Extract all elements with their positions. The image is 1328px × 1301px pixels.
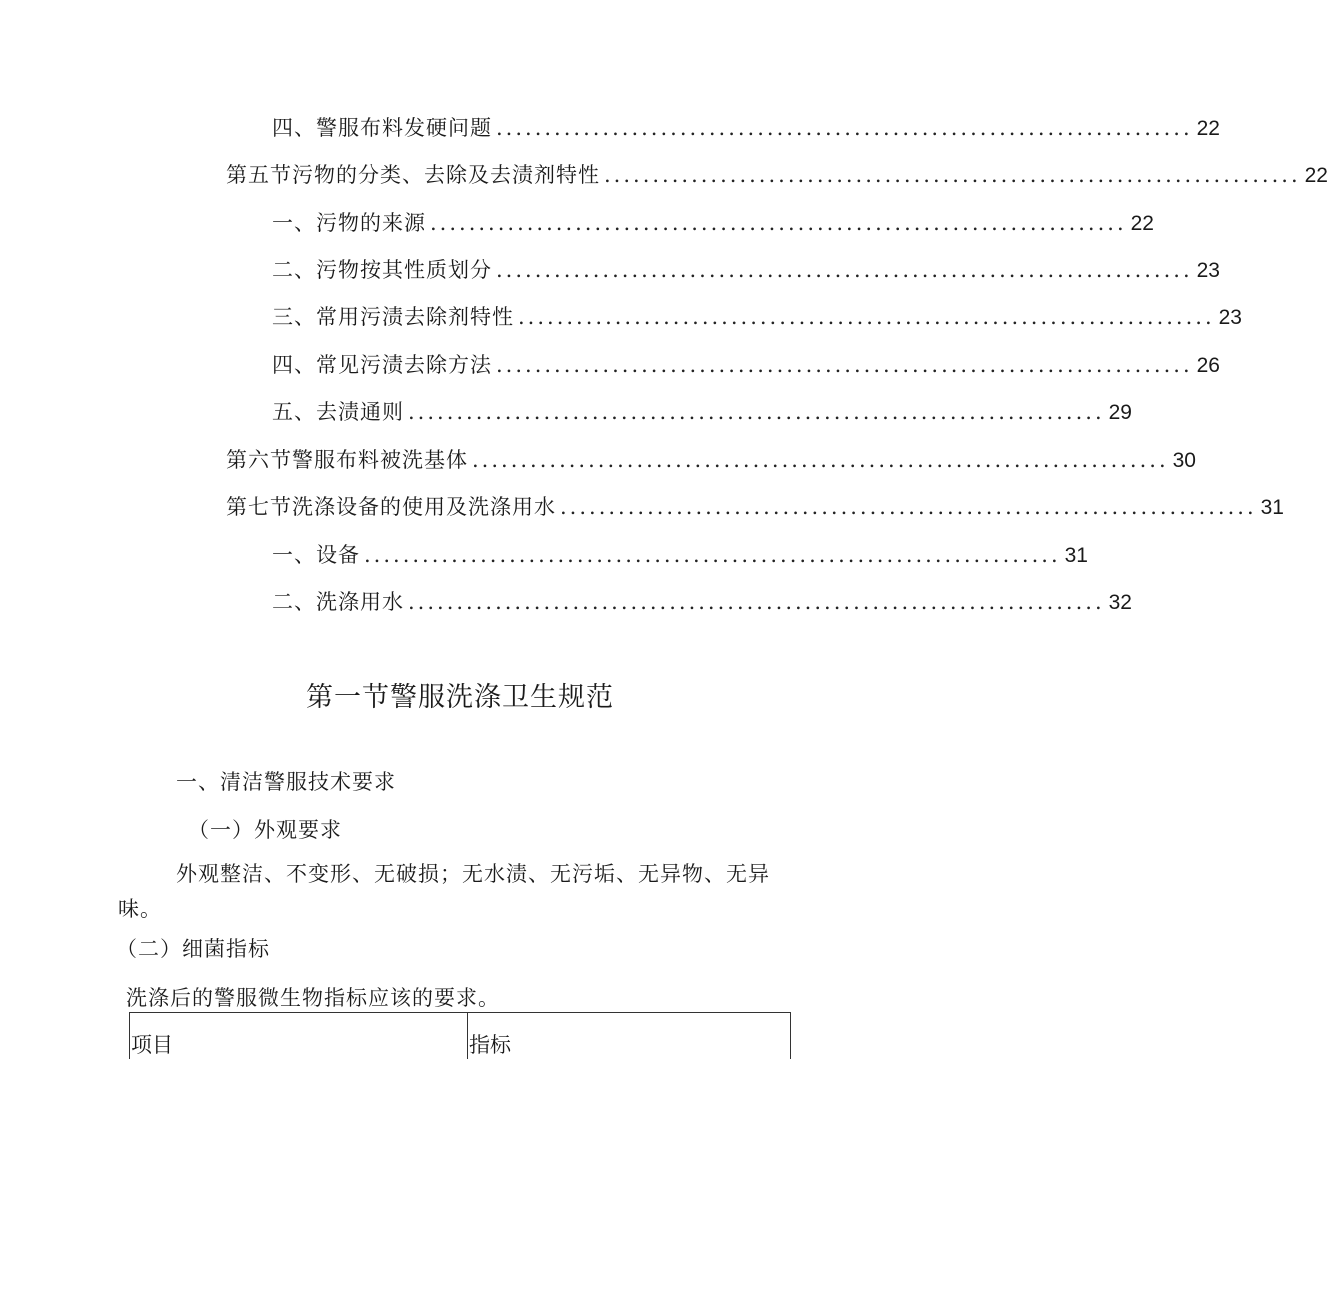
section-title: 第一节警服洗涤卫生规范 [306,682,614,713]
subheading-bacteria: （二）细菌指标 [116,937,270,961]
toc-entry[interactable] [226,446,1196,474]
toc-leader-dots: ........................................................................ [518,305,1215,329]
subheading-appearance: （一）外观要求 [188,818,342,842]
toc-entry-page: 31 [1260,496,1284,519]
paragraph-bacteria: 洗涤后的警服微生物指标应该的要求。 [126,986,500,1010]
toc-entry-title: 第七节洗涤设备的使用及洗涤用水 [226,495,556,519]
toc-entry-title: 一、污物的来源 [272,211,426,235]
toc-leader-dots: ........................................................................ [496,258,1193,282]
toc-leader-dots: ........................................................................ [408,590,1105,614]
toc-entry-title: 二、污物按其性质划分 [272,258,492,282]
toc-entry[interactable] [272,351,1220,379]
toc-entry-title: 三、常用污渍去除剂特性 [272,305,514,329]
indicator-table [129,1012,791,1059]
toc-entry-page: 26 [1196,354,1220,377]
toc-entry-page: 31 [1064,544,1088,567]
toc-leader-dots: ........................................................................ [560,495,1257,519]
toc-leader-dots: ........................................................................ [496,353,1193,377]
toc-entry-page: 32 [1108,591,1132,614]
toc-entry-page: 22 [1304,164,1328,187]
toc-leader-dots: ........................................................................ [364,543,1061,567]
toc-entry[interactable] [272,114,1220,142]
toc-entry[interactable] [272,398,1132,426]
paragraph-appearance: 外观整洁、不变形、无破损；无水渍、无污垢、无异物、无异味。 [118,862,770,921]
toc-leader-dots: ........................................................................ [408,400,1105,424]
toc-entry[interactable] [272,303,1242,331]
toc-entry-page: 23 [1196,259,1220,282]
table-header-indicator: 指标 [469,1033,511,1057]
toc-entry-page: 29 [1108,401,1132,424]
toc-entry-title: 四、常见污渍去除方法 [272,353,492,377]
toc-entry[interactable] [272,256,1220,284]
toc-leader-dots: ........................................................................ [496,116,1193,140]
toc-entry-page: 22 [1196,117,1220,140]
toc-entry-title: 一、设备 [272,543,360,567]
toc-entry[interactable] [272,541,1088,569]
toc-entry-title: 五、去渍通则 [272,400,404,424]
toc-entry[interactable] [226,493,1284,521]
toc-entry[interactable] [226,161,1328,189]
table-header-item: 项目 [130,1013,468,1059]
toc-entry-page: 30 [1172,449,1196,472]
toc-entry-title: 二、洗涤用水 [272,590,404,614]
heading-level-1: 一、清洁警服技术要求 [176,770,396,794]
toc-leader-dots: ........................................................................ [604,163,1301,187]
toc-entry-title: 第六节警服布料被洗基体 [226,448,468,472]
toc-entry-title: 第五节污物的分类、去除及去渍剂特性 [226,163,600,187]
toc-entry[interactable] [272,588,1132,616]
toc-entry-page: 22 [1130,212,1154,235]
toc-entry-page: 23 [1218,306,1242,329]
toc-leader-dots: ........................................................................ [472,448,1169,472]
toc-leader-dots: ........................................................................ [430,211,1127,235]
toc-entry-title: 四、警服布料发硬问题 [272,116,492,140]
toc-entry[interactable] [272,209,1154,237]
